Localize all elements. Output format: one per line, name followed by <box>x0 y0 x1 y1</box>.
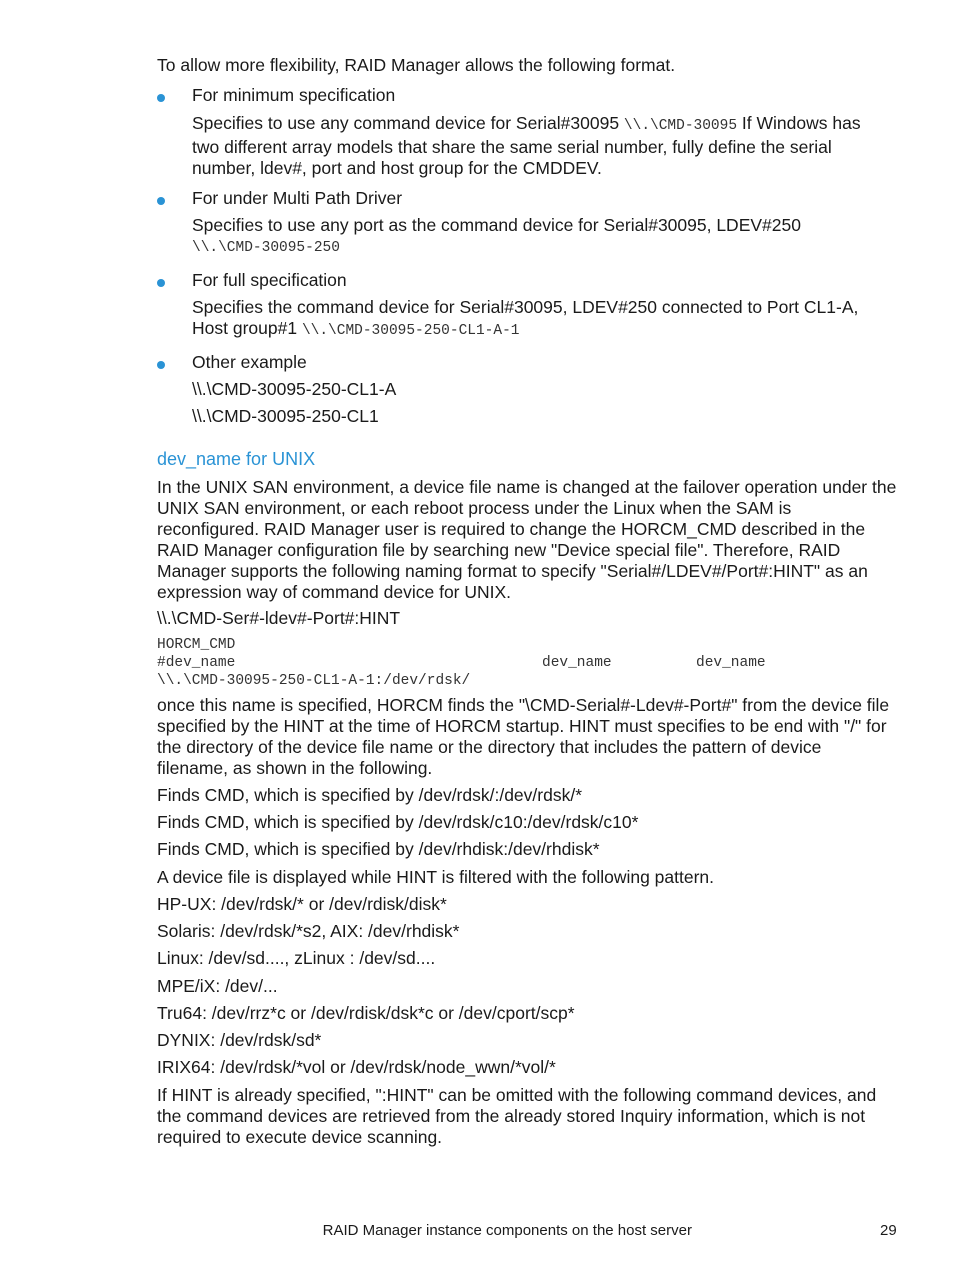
description-text: Specifies the command device for Serial#30095, LDEV#250 connected to Port CL1-A, Host group#1 <box>192 297 859 338</box>
bullet-title: For minimum specification <box>192 85 396 105</box>
bullet-description <box>192 297 892 342</box>
finds-line: Finds CMD, which is specified by /dev/rhdisk:/dev/rhdisk* <box>157 839 600 859</box>
format-line: \\.\CMD-Ser#-ldev#-Port#:HINT <box>157 608 401 628</box>
example-line: \\.\CMD-30095-250-CL1 <box>192 406 379 426</box>
pattern-line: MPE/iX: /dev/... <box>157 976 278 996</box>
pattern-line: HP-UX: /dev/rdsk/* or /dev/rdisk/disk* <box>157 894 447 914</box>
pattern-line: Linux: /dev/sd...., zLinux : /dev/sd.... <box>157 948 436 968</box>
intro-text: To allow more flexibility, RAID Manager allows the following format. <box>157 55 676 75</box>
description-text: If Windows has two different array models that share the same serial number, fully define the serial number, ldev#, port and host group for the CMDDEV. <box>192 113 861 178</box>
bullet-title: For full specification <box>192 270 347 290</box>
pattern-line: IRIX64: /dev/rdsk/*vol or /dev/rdsk/node_wwn/*vol/* <box>157 1057 556 1077</box>
unix-paragraph: In the UNIX SAN environment, a device file name is changed at the failover operation under the UNIX SAN environment, or each reboot process under the Linux when the SAM is reconfigured. RAID Manager user is required to change the HORCM_CMD described in the RAID Manager configuration file by searching new "Device special file". Therefore, RAID Manager supports the following naming format to specify "Serial#/LDEV#/Port#:HINT" as an expression way of command device for UNIX. <box>157 477 897 602</box>
description-text: Specifies to use any command device for Serial#30095 <box>192 113 624 133</box>
bullet-title: Other example <box>192 352 307 372</box>
bullet-icon <box>157 279 165 287</box>
example-line: \\.\CMD-30095-250-CL1-A <box>192 379 397 399</box>
finds-line: Finds CMD, which is specified by /dev/rdsk/c10:/dev/rdsk/c10* <box>157 812 639 832</box>
bullet-description <box>192 113 892 179</box>
code-inline: \\.\CMD-30095-250-CL1-A-1 <box>301 323 520 339</box>
code-inline: \\.\CMD-30095-250 <box>192 240 340 256</box>
bullet-icon <box>157 197 165 205</box>
code-line: #dev_name <box>157 655 236 671</box>
pattern-line: Solaris: /dev/rdsk/*s2, AIX: /dev/rhdisk* <box>157 921 460 941</box>
hint-paragraph: once this name is specified, HORCM finds the "\CMD-Serial#-Ldev#-Port#" from the device file specified by the HINT at the time of HORCM startup. HINT must specifies to be end with "/" for the directory of the device file name or the directory that includes the pattern of device filename, as shown in the following. <box>157 695 890 778</box>
bullet-icon <box>157 361 165 369</box>
code-line: dev_name <box>696 655 766 671</box>
code-line: HORCM_CMD <box>157 637 236 653</box>
code-line: \\.\CMD-30095-250-CL1-A-1:/dev/rdsk/ <box>157 673 471 689</box>
code-inline: \\.\CMD-30095 <box>623 118 738 134</box>
bullet-icon <box>157 94 165 102</box>
code-line: dev_name <box>542 655 612 671</box>
finds-line: Finds CMD, which is specified by /dev/rdsk/:/dev/rdsk/* <box>157 785 583 805</box>
closing-paragraph: If HINT is already specified, ":HINT" can be omitted with the following command devices, and the command devices are retrieved from the already stored Inquiry information, which is not required to execute device scanning. <box>157 1085 877 1147</box>
footer-title: RAID Manager instance components on the host server <box>322 1222 692 1239</box>
bullet-title: For under Multi Path Driver <box>192 188 403 208</box>
filter-intro: A device file is displayed while HINT is filtered with the following pattern. <box>157 867 715 887</box>
page-number: 29 <box>880 1222 897 1239</box>
bullet-description: Specifies to use any port as the command device for Serial#30095, LDEV#250 <box>192 215 801 235</box>
pattern-line: Tru64: /dev/rrz*c or /dev/rdisk/dsk*c or /dev/cport/scp* <box>157 1003 575 1023</box>
section-heading: dev_name for UNIX <box>157 449 316 469</box>
pattern-line: DYNIX: /dev/rdsk/sd* <box>157 1030 322 1050</box>
